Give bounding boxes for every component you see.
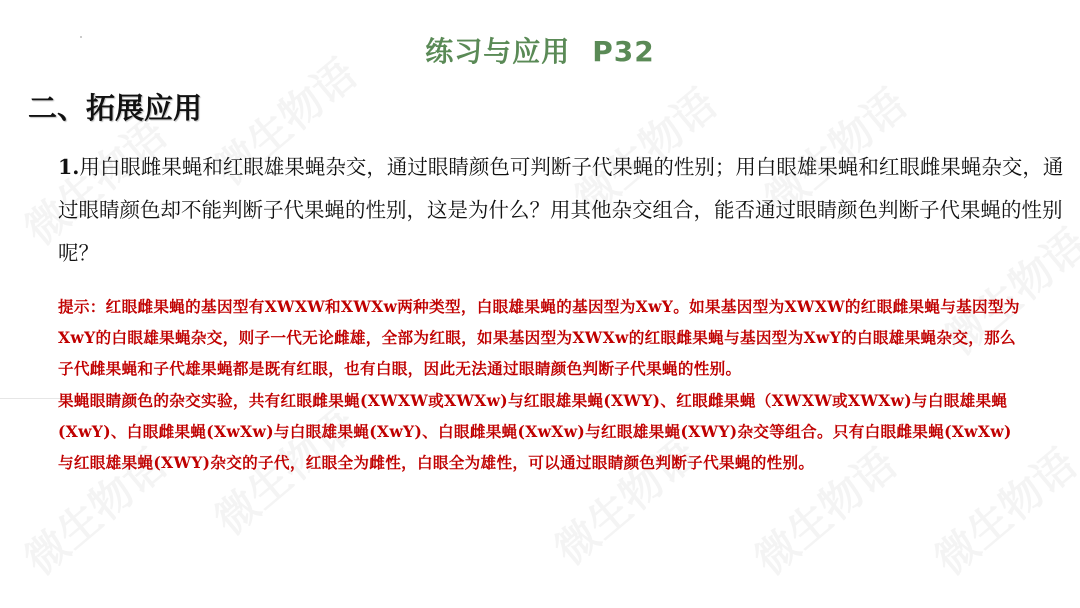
answer-block: [58, 291, 1023, 478]
question-block: [58, 146, 1068, 275]
section-heading: 二、拓展应用: [28, 91, 203, 125]
answer-paragraph: 提示：红眼雌果蝇的基因型有XWXW和XWXw两种类型，白眼雄果蝇的基因型为XwY。如果基因型为XWXW的红眼雌果蝇与基因型为XwY的白眼雄果蝇杂交，则子一代无论雌雄，全部为红眼，如果基因型为XWXw的红眼雌果蝇与基因型为XwY的白眼雄果蝇杂交，那么子代雌果蝇和子代雄果蝇都是既有红眼，也有白眼，因此无法通过眼睛颜色判断子代果蝇的性别。: [58, 297, 1020, 379]
answer-paragraph: 果蝇眼睛颜色的杂交实验，共有红眼雌果蝇(XWXW或XWXw)与红眼雄果蝇(XWY)、红眼雌果蝇（XWXW或XWXw)与白眼雄果蝇(XwY)、白眼雌果蝇(XwXw)与白眼雄果蝇(XwY)、白眼雌果蝇(XwXw)与红眼雄果蝇(XWY)杂交等组合。只有白眼雌果蝇(XwXw)与红眼雄果蝇(XWY)杂交的子代，红眼全为雌性，白眼全为雄性，可以通过眼睛颜色判断子代果蝇的性别。: [58, 390, 1012, 473]
title-text: 练习与应用: [425, 35, 571, 68]
question-text: 用白眼雌果蝇和红眼雄果蝇杂交，通过眼睛颜色可判断子代果蝇的性别；用白眼雄果蝇和红眼雌果蝇杂交，通过眼睛颜色却不能判断子代果蝇的性别，这是为什么？用其他杂交组合，能否通过眼睛颜色判断子代果蝇的性别呢？: [58, 155, 1064, 265]
page-reference: P32: [592, 35, 655, 68]
question-number: 1.: [58, 155, 80, 179]
page-title: [0, 30, 1080, 70]
